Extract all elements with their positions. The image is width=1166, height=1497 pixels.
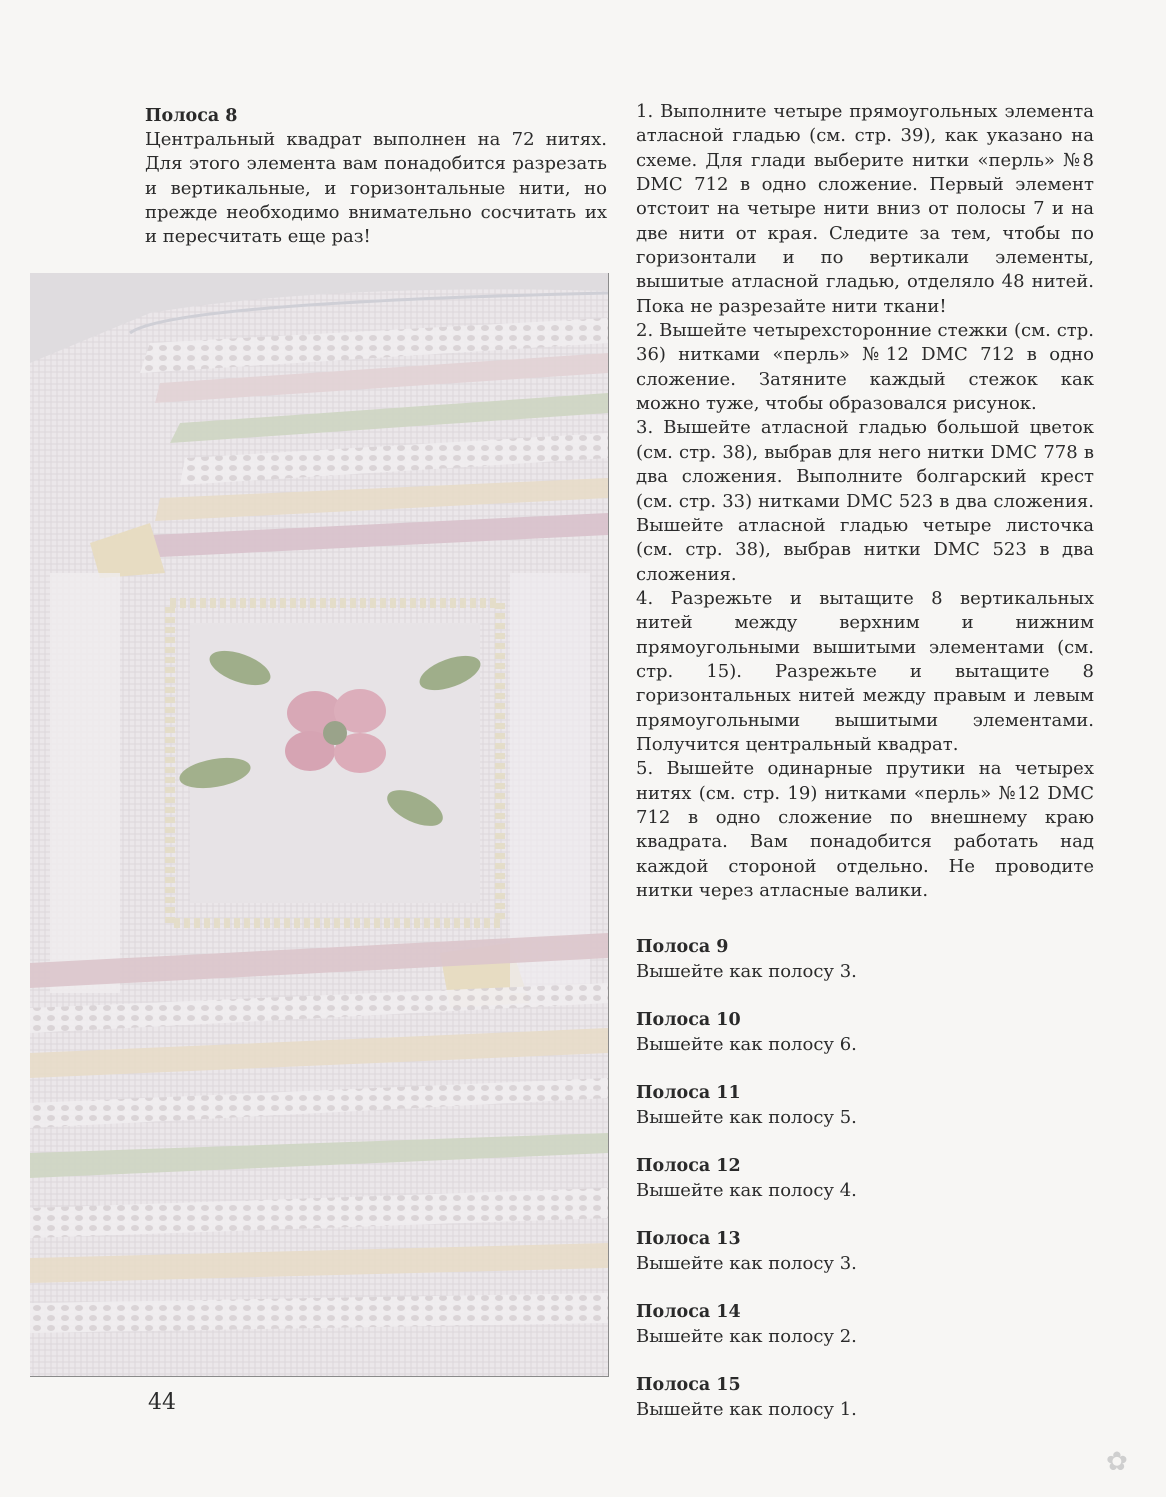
strip-11 [636, 1081, 1094, 1130]
strip-8-text: Центральный квадрат выполнен на 72 нитях. Для этого элемента вам понадобится разрезать и вертикальные, и горизонтальные нити, но прежде необходимо внимательно сосчитать их и пересчитать еще раз! [145, 129, 607, 248]
intro-block [145, 104, 607, 249]
strip-body: Вышейте как полосу 3. [636, 960, 857, 982]
strip-9 [636, 935, 1094, 984]
strip-body: Вышейте как полосу 4. [636, 1179, 857, 1201]
strip-8-heading: Полоса 8 [145, 106, 238, 126]
page-number: 44 [148, 1390, 176, 1415]
step-4: 4. Разрежьте и вытащите 8 вертикальных нитей между верхним и нижним прямоугольными вышитыми элементами (см. стр. 15). Разрежьте и вытащите 8 горизонтальных нитей между правым и левым прямоугольными вышитыми элементами. Получится центральный квадрат. [636, 587, 1094, 755]
strip-body: Вышейте как полосу 6. [636, 1033, 857, 1055]
strip-12 [636, 1154, 1094, 1203]
step-3: 3. Вышейте атласной гладью большой цветок (см. стр. 38), выбрав для него нитки DMC 778 в два сложения. Выполните болгарский крест (см. стр. 33) нитками DMC 523 в два сложения. Вышейте атласной гладью четыре листочка (см. стр. 38), выбрав нитки DMC 523 в два сложения. [636, 417, 1094, 585]
corner-watermark-icon: ✿ [1106, 1447, 1128, 1477]
step-2: 2. Вышейте четырехсторонние стежки (см. стр. 36) нитками «перль» №12 DMC 712 в одно сложение. Затяните каждый стежок как можно туже, чтобы образовался рисунок. [636, 320, 1094, 415]
strip-body: Вышейте как полосу 1. [636, 1398, 857, 1420]
strip-heading: Полоса 13 [636, 1229, 741, 1250]
strip-heading: Полоса 9 [636, 937, 729, 958]
strip-body: Вышейте как полосу 5. [636, 1106, 857, 1128]
step-1: 1. Выполните четыре прямоугольных элемента атласной гладью (см. стр. 39), как указано на схеме. Для глади выберите нитки «перль» №8 DMC 712 в одно сложение. Первый элемент отстоит на четыре нити вниз от полосы 7 и на две нити от края. Следите за тем, чтобы по горизонтали и по вертикали элементы, вышитые атласной гладью, отделяло 48 нитей. Пока не разрезайте нити ткани! [636, 101, 1094, 317]
strip-14 [636, 1300, 1094, 1349]
instructions-column [636, 100, 1094, 1422]
strip-heading: Полоса 14 [636, 1302, 741, 1323]
strip-heading: Полоса 15 [636, 1375, 741, 1396]
strip-15 [636, 1373, 1094, 1422]
strip-13 [636, 1227, 1094, 1276]
step-5: 5. Вышейте одинарные прутики на четырех нитях (см. стр. 19) нитками «перль» №12 DMC 712 в одно сложение по внешнему краю квадрата. Вам понадобится работать над каждой стороной отдельно. Не проводите нитки через атласные валики. [636, 758, 1094, 901]
strip-heading: Полоса 11 [636, 1083, 741, 1104]
strip-heading: Полоса 10 [636, 1010, 741, 1031]
strip-heading: Полоса 12 [636, 1156, 741, 1177]
strip-body: Вышейте как полосу 2. [636, 1325, 857, 1347]
embroidery-photo [30, 273, 609, 1377]
strip-10 [636, 1008, 1094, 1057]
strip-body: Вышейте как полосу 3. [636, 1252, 857, 1274]
